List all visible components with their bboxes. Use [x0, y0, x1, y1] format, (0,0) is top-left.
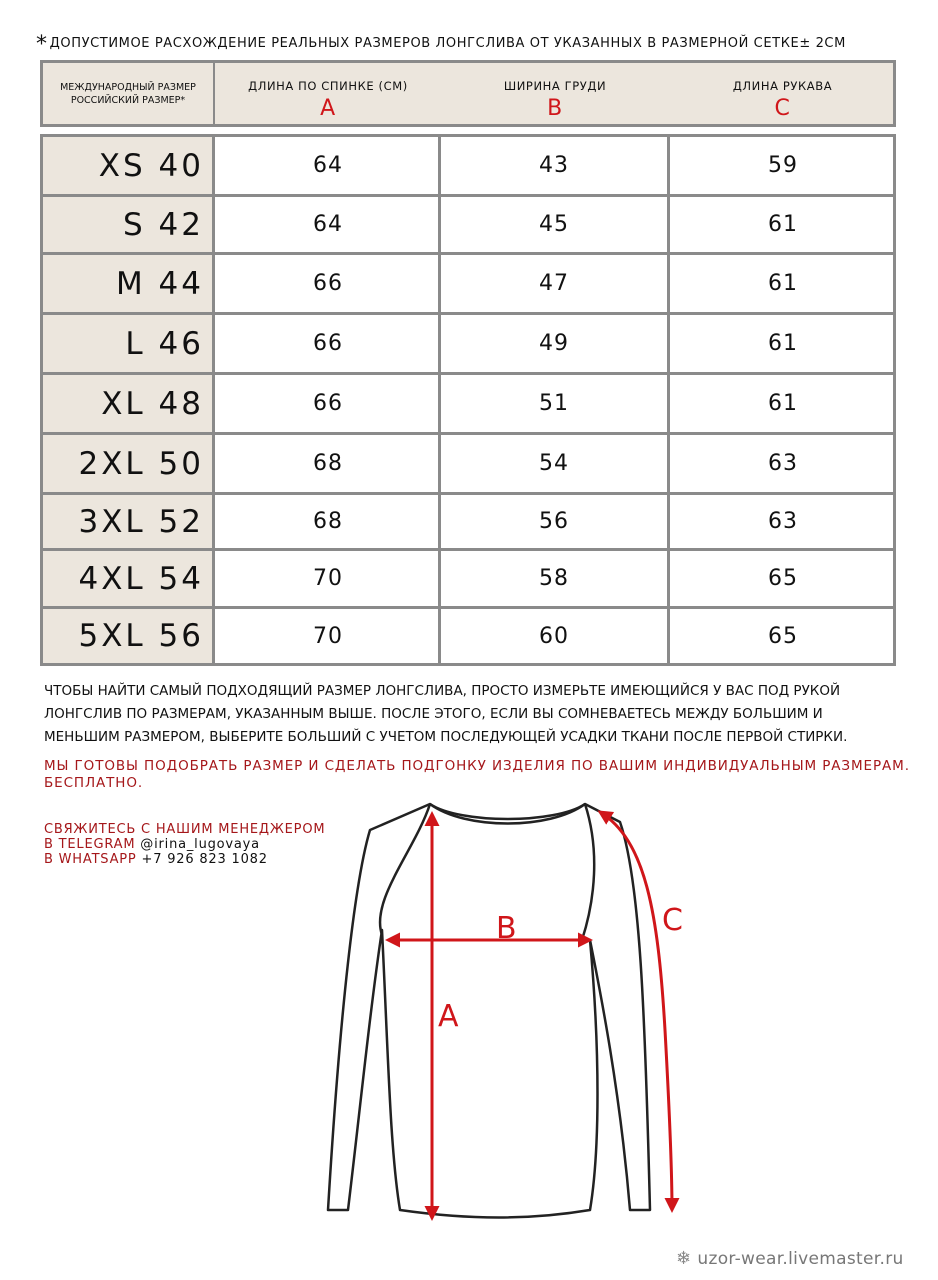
size-label: 3XL 52 [43, 495, 215, 548]
column-letter: B [547, 96, 563, 121]
sleeve-length-value: 63 [768, 509, 798, 534]
chest-width-value: 45 [441, 197, 670, 252]
contact-block [44, 822, 325, 867]
back-length-value: 70 [218, 609, 441, 663]
instruction-line: ЛОНГСЛИВ ПО РАЗМЕРАМ, УКАЗАННЫМ ВЫШЕ. ПОСЛЕ ЭТОГО, ЕСЛИ ВЫ СОМНЕВАЕТЕСЬ МЕЖДУ БОЛЬШИМ И [44, 706, 823, 722]
watermark-text: uzor-wear.livemaster.ru [697, 1248, 904, 1269]
whatsapp-number[interactable]: +7 926 823 1082 [141, 852, 268, 867]
size-column-header [43, 63, 215, 124]
telegram-line [44, 837, 325, 852]
chest-width-value: 43 [441, 137, 670, 194]
telegram-handle[interactable]: @irina_lugovaya [140, 837, 260, 852]
international-size-label: МЕЖДУНАРОДНЫЙ РАЗМЕР [60, 81, 196, 93]
tolerance-note [36, 28, 916, 57]
size-table [40, 134, 896, 666]
size-label: 4XL 54 [43, 551, 215, 606]
measurement-instructions [44, 680, 904, 749]
back-length-value: 68 [218, 495, 441, 548]
table-row [43, 435, 893, 495]
russian-size-label: РОССИЙСКИЙ РАЗМЕР* [70, 94, 186, 106]
chest-width-value: 54 [441, 435, 670, 492]
table-row [43, 375, 893, 435]
measure-c-arrow [600, 812, 672, 1210]
sleeve-length-value: 59 [768, 153, 798, 178]
table-row [43, 551, 893, 609]
table-row [43, 255, 893, 315]
back-length-value: 66 [218, 375, 441, 432]
size-label: M 44 [43, 255, 215, 312]
table-row [43, 609, 893, 663]
size-label: L 46 [43, 315, 215, 372]
size-label: S 42 [43, 197, 215, 252]
column-header-a [215, 63, 441, 124]
chest-width-value: 47 [441, 255, 670, 312]
back-length-value: 64 [218, 137, 441, 194]
label-b: B [496, 911, 517, 946]
tolerance-text: ДОПУСТИМОЕ РАСХОЖДЕНИЕ РЕАЛЬНЫХ РАЗМЕРОВ ЛОНГСЛИВА ОТ УКАЗАННЫХ В РАЗМЕРНОЙ СЕТКЕ± 2СМ [49, 36, 846, 51]
back-length-value: 66 [218, 315, 441, 372]
column-header-c [669, 63, 896, 124]
back-length-value: 66 [218, 255, 441, 312]
chest-width-value: 58 [441, 551, 670, 606]
table-row [43, 495, 893, 551]
shirt-outline [328, 804, 650, 1218]
sleeve-length-value: 61 [768, 271, 798, 296]
size-label: 5XL 56 [43, 609, 215, 663]
contact-title: СВЯЖИТЕСЬ С НАШИМ МЕНЕДЖЕРОМ [44, 822, 326, 837]
column-header-b [441, 63, 669, 124]
label-a: A [438, 999, 459, 1034]
column-label: ДЛИНА РУКАВА [732, 79, 833, 93]
longsleeve-diagram [300, 790, 720, 1230]
offer-line: БЕСПЛАТНО. [44, 775, 144, 791]
whatsapp-line [44, 852, 325, 867]
table-row [43, 137, 893, 197]
back-length-value: 68 [218, 435, 441, 492]
back-length-value: 70 [218, 551, 441, 606]
column-label: ШИРИНА ГРУДИ [503, 79, 607, 93]
whatsapp-label: В WHATSAPP [44, 852, 137, 867]
chest-width-value: 51 [441, 375, 670, 432]
sleeve-length-value: 61 [768, 212, 798, 237]
chest-width-value: 49 [441, 315, 670, 372]
size-label: XS 40 [43, 137, 215, 194]
chest-width-value: 56 [441, 495, 670, 548]
sleeve-length-value: 61 [768, 331, 798, 356]
instruction-line: МЕНЬШИМ РАЗМЕРОМ, ВЫБЕРИТЕ БОЛЬШИЙ С УЧЕТОМ ПОСЛЕДУЮЩЕЙ УСАДКИ ТКАНИ ПОСЛЕ ПЕРВОЙ СТИРКИ. [44, 729, 848, 745]
column-label: ДЛИНА ПО СПИНКЕ (СМ) [248, 79, 408, 93]
table-row [43, 197, 893, 255]
chest-width-value: 60 [441, 609, 670, 663]
watermark [676, 1248, 904, 1269]
sleeve-length-value: 65 [768, 623, 798, 649]
sleeve-length-value: 61 [768, 391, 798, 416]
column-letter: A [320, 96, 336, 121]
column-letter: C [774, 96, 791, 121]
size-label: 2XL 50 [43, 435, 215, 492]
label-c: C [662, 903, 683, 938]
offer-line: МЫ ГОТОВЫ ПОДОБРАТЬ РАЗМЕР И СДЕЛАТЬ ПОДГОНКУ ИЗДЕЛИЯ ПО ВАШИМ ИНДИВИДУАЛЬНЫМ РАЗМЕРАМ. [44, 758, 910, 774]
size-table-header [40, 60, 896, 127]
custom-fit-offer [44, 758, 924, 792]
table-row [43, 315, 893, 375]
sleeve-length-value: 63 [768, 451, 798, 476]
snowflake-icon: ❄ [676, 1248, 692, 1269]
size-label: XL 48 [43, 375, 215, 432]
sleeve-length-value: 65 [768, 566, 798, 591]
back-length-value: 64 [218, 197, 441, 252]
instruction-line: ЧТОБЫ НАЙТИ САМЫЙ ПОДХОДЯЩИЙ РАЗМЕР ЛОНГСЛИВА, ПРОСТО ИЗМЕРЬТЕ ИМЕЮЩИЙСЯ У ВАС ПОД РУКОЙ [44, 683, 841, 699]
asterisk: * [36, 32, 48, 57]
telegram-label: В TELEGRAM [44, 837, 136, 852]
